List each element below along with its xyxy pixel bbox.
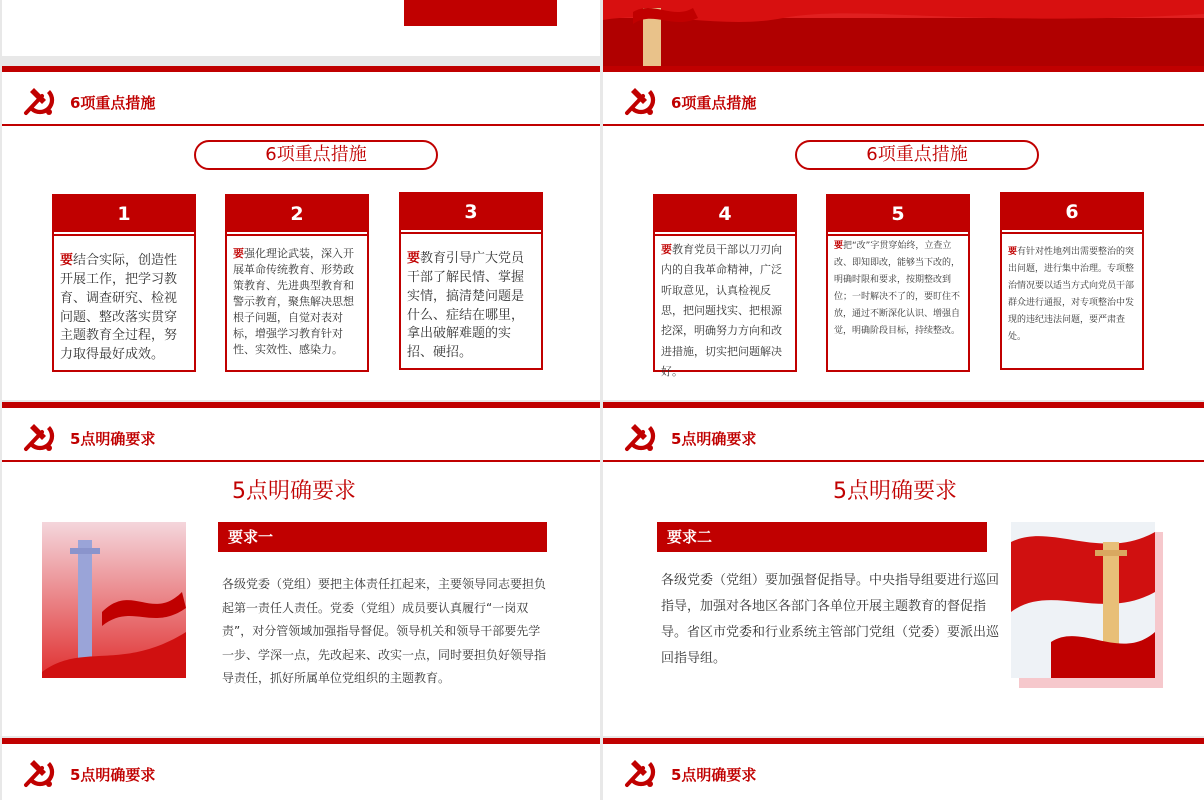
section-pill-title: 6项重点措施 [194, 140, 438, 170]
measure-card-6 [1000, 192, 1144, 370]
header-title: 5点明确要求 [70, 766, 156, 784]
card-text: 有针对性地列出需要整治的突出问题，进行集中治理。专项整治情况要以适当方式向党员干部群众进行通报，对专项整治中发现的违纪违法问题，要严肃查处。 [1008, 247, 1135, 343]
slide-header [603, 66, 1204, 126]
header-top-bar [2, 738, 600, 744]
requirement-paragraph: 各级党委（党组）要加强督促指导。中央指导组要进行巡回指导，加强对各地区各部门各单位开展主题教育的督促指导。省区市党委和行业系统主管部门党组（党委）要派出巡回指导组。 [661, 573, 1000, 666]
header-title: 5点明确要求 [671, 430, 757, 448]
card-lead: 要 [661, 243, 672, 256]
card-lead: 要 [1008, 247, 1018, 257]
slide-top-left-fragment [2, 0, 600, 56]
red-block [404, 0, 557, 26]
measure-card-2 [225, 194, 369, 372]
header-title: 5点明确要求 [671, 766, 757, 784]
slide-measures-1-3 [2, 66, 600, 400]
measure-card-3 [399, 192, 543, 370]
header-title: 6项重点措施 [70, 94, 156, 112]
header-top-bar [603, 66, 1204, 72]
card-lead: 要 [407, 251, 421, 266]
requirement-heading-bar: 要求二 [657, 522, 987, 552]
measure-card-5 [826, 194, 970, 372]
card-lead: 要 [233, 247, 244, 260]
card-number: 2 [227, 196, 367, 232]
slide-header [2, 738, 600, 798]
hammer-sickle-icon [621, 754, 657, 790]
card-text: 把“改”字贯穿始终，立查立改、即知即改，能够当下改的，明确时限和要求，按期整改到位；一时解决不了的，要盯住不放，通过不断深化认识、增强自觉，明确阶段目标，持续整改。 [834, 241, 961, 337]
hammer-sickle-icon [20, 418, 56, 454]
card-text: 教育党员干部以刀刃向内的自我革命精神，广泛听取意见，认真检视反思，把问题找实、把根源挖深，明确努力方向和改进措施，切实把问题解决好。 [661, 243, 782, 379]
header-divider [603, 124, 1204, 126]
slide-measures-4-6 [603, 66, 1204, 400]
slide-bottom-right [603, 738, 1204, 800]
slide-header [603, 738, 1204, 798]
slide-header [2, 402, 600, 462]
measure-card-4 [653, 194, 797, 379]
slide-top-right-fragment [603, 0, 1204, 66]
card-number: 6 [1002, 194, 1142, 230]
header-top-bar [2, 402, 600, 408]
hammer-sickle-icon [20, 754, 56, 790]
header-title: 5点明确要求 [70, 430, 156, 448]
card-text: 教育引导广大党员干部了解民情、掌握实情，搞清楚问题是什么、症结在哪里，拿出破解难题的实招、硬招。 [407, 251, 525, 361]
hammer-sickle-icon [20, 82, 56, 118]
slide-bottom-left [2, 738, 600, 800]
card-number: 1 [54, 196, 194, 232]
requirement-paragraph: 各级党委（党组）要把主体责任扛起来，主要领导同志要担负起第一责任人责任。党委（党组）成员要认真履行“一岗双责”，对分管领域加强指导督促。领导机关和领导干部要先学一步、学深一点，先改起来、改实一点，同时要担负好领导指导责任，抓好所属单位党组织的主题教育。 [222, 577, 547, 685]
card-number: 4 [655, 196, 795, 232]
card-lead: 要 [834, 241, 844, 251]
card-text: 结合实际，创造性开展工作，把学习教育、调查研究、检视问题、整改落实贯穿主题教育全过程，努力取得最好成效。 [60, 253, 178, 363]
slide-requirement-2 [603, 402, 1204, 736]
measure-card-1 [52, 194, 196, 372]
slide-title: 5点明确要求 [232, 479, 356, 504]
card-number: 3 [401, 194, 541, 230]
header-top-bar [603, 738, 1204, 744]
card-lead: 要 [60, 253, 74, 268]
slide-requirement-1 [2, 402, 600, 736]
section-pill-title: 6项重点措施 [795, 140, 1039, 170]
header-title: 6项重点措施 [671, 94, 757, 112]
card-number: 5 [828, 196, 968, 232]
huabiao-image [42, 522, 186, 678]
header-divider [2, 124, 600, 126]
header-divider [2, 460, 600, 462]
card-text: 强化理论武装，深入开展革命传统教育、形势政策教育、先进典型教育和警示教育，聚焦解决思想根子问题，自觉对表对标，增强学习教育针对性、实效性、感染力。 [233, 247, 354, 356]
header-top-bar [603, 402, 1204, 408]
huabiao-banner-image [603, 0, 1204, 66]
hammer-sickle-icon [621, 418, 657, 454]
slide-title: 5点明确要求 [833, 479, 957, 504]
header-top-bar [2, 66, 600, 72]
requirement-heading-bar: 要求一 [218, 522, 547, 552]
header-divider [603, 460, 1204, 462]
huabiao-image [1011, 522, 1163, 688]
hammer-sickle-icon [621, 82, 657, 118]
slide-header [2, 66, 600, 126]
slide-header [603, 402, 1204, 462]
